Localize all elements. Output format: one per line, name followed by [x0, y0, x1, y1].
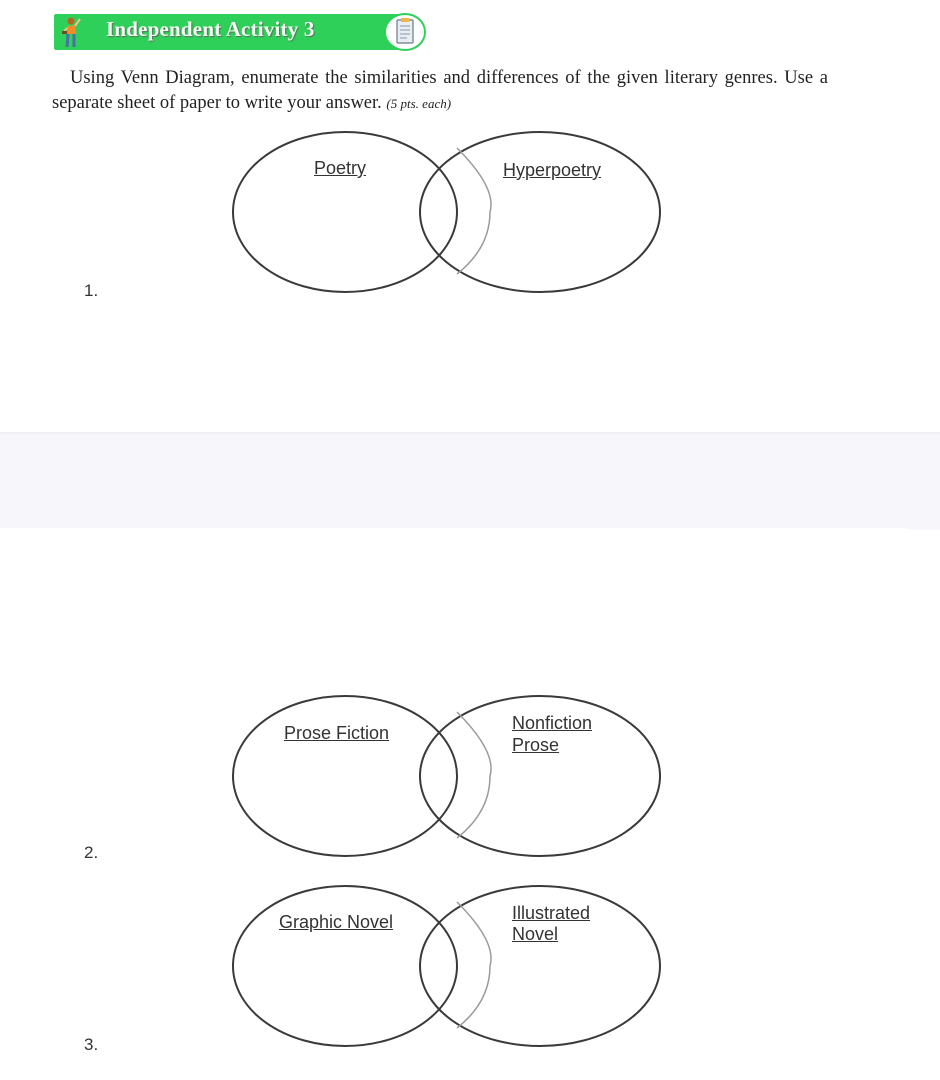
activity-header [54, 14, 404, 50]
card-separator-band [0, 432, 940, 530]
venn-diagram-2 [225, 692, 665, 862]
points-note: (5 pts. each) [386, 96, 452, 111]
venn-2-right-label-line1: Nonfiction [512, 713, 593, 733]
item-number-3: 3. [84, 1035, 99, 1054]
venn-diagram-3 [225, 882, 665, 1052]
student-figure-icon [58, 16, 84, 49]
venn-1-right-label: Hyperpoetry [503, 160, 602, 180]
clipboard-icon [383, 12, 427, 52]
venn-3-right-label-line2: Novel [512, 924, 559, 944]
instructions-body: Using Venn Diagram, enumerate the similarities and differences of the given literary genres. Use a separate sheet of paper to write your answer. [52, 68, 828, 113]
venn-diagram-1 [225, 128, 665, 298]
activity-title: Independent Activity 3 [106, 17, 315, 41]
venn-2-left-label: Prose Fiction [284, 723, 390, 743]
item-number-1: 1. [84, 281, 99, 300]
venn-3-left-label: Graphic Novel [279, 912, 394, 932]
instructions-text [52, 66, 828, 116]
venn-1-left-label: Poetry [314, 158, 367, 178]
venn-3-right-label-line1: Illustrated [512, 903, 591, 923]
item-number-2: 2. [84, 843, 99, 862]
venn-2-right-label-line2: Prose [512, 735, 560, 755]
